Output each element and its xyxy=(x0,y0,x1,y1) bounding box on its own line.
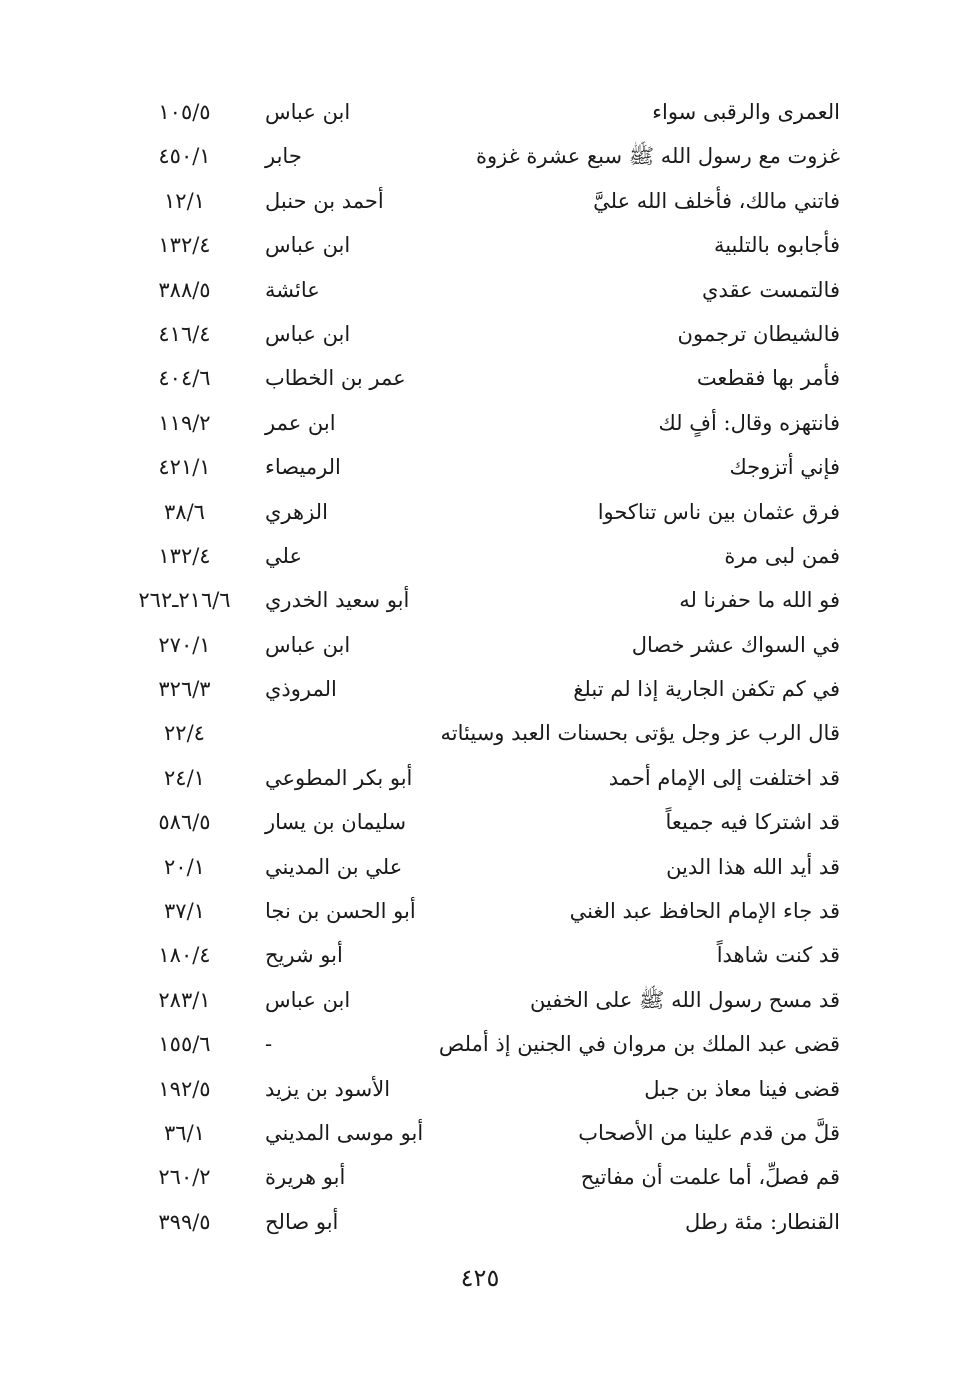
index-row xyxy=(120,179,850,223)
athar-text: قد اشتركا فيه جميعاً xyxy=(665,810,840,835)
index-row xyxy=(120,134,850,178)
volume-page-reference: ٣٢٦/٣ xyxy=(158,677,211,702)
athar-text: قال الرب عز وجل يؤتى بحسنات العبد وسيئاته xyxy=(440,721,840,746)
narrator-name: أبو الحسن بن نجا xyxy=(265,899,416,924)
narrator-name: عمر بن الخطاب xyxy=(265,366,406,391)
volume-page-reference: ٢٠/١ xyxy=(164,854,205,879)
index-row xyxy=(120,889,850,933)
narrator-name: ابن عباس xyxy=(265,987,351,1012)
narrator-name: أبو بكر المطوعي xyxy=(265,765,413,790)
athar-text: فالتمست عقدي xyxy=(702,277,840,302)
narrator-name: علي بن المديني xyxy=(265,854,403,879)
volume-page-reference: ٤٥٠/١ xyxy=(158,144,211,169)
athar-text: قضى فينا معاذ بن جبل xyxy=(644,1076,840,1101)
narrator-name: ابن عباس xyxy=(265,233,351,258)
index-row xyxy=(120,401,850,445)
narrator-name: أبو موسى المديني xyxy=(265,1120,424,1145)
athar-text: فرق عثمان بين ناس تناكحوا xyxy=(597,499,840,524)
athar-text: فو الله ما حفرنا له xyxy=(679,588,840,613)
narrator-name: الزهري xyxy=(265,499,328,524)
index-row xyxy=(120,800,850,844)
volume-page-reference: ٤٠٤/٦ xyxy=(158,366,211,391)
page-number: ٤٢٥ xyxy=(460,1264,500,1292)
index-row xyxy=(120,268,850,312)
volume-page-reference: ٢٧٠/١ xyxy=(158,632,211,657)
volume-page-reference: ١٩٢/٥ xyxy=(158,1076,211,1101)
narrator-name: ابن عمر xyxy=(265,410,336,435)
index-row xyxy=(120,534,850,578)
narrator-name: الرميصاء xyxy=(265,455,341,480)
index-row xyxy=(120,490,850,534)
volume-page-reference: ٢٢/٤ xyxy=(164,721,205,746)
index-row xyxy=(120,845,850,889)
volume-page-reference: ٣٨/٦ xyxy=(164,499,205,524)
index-row xyxy=(120,667,850,711)
narrator-name: أبو هريرة xyxy=(265,1165,346,1190)
narrator-name: عائشة xyxy=(265,277,320,302)
index-row xyxy=(120,623,850,667)
athar-text: قد مسح رسول الله ﷺ على الخفين xyxy=(529,987,840,1012)
index-row xyxy=(120,356,850,400)
athar-text: قد جاء الإمام الحافظ عبد الغني xyxy=(569,899,840,924)
athar-text: قد اختلفت إلى الإمام أحمد xyxy=(608,765,840,790)
volume-page-reference: ١٥٥/٦ xyxy=(158,1032,211,1057)
athar-text: فأمر بها فقطعت xyxy=(696,366,840,391)
volume-page-reference: ٤٢١/١ xyxy=(158,455,211,480)
index-row xyxy=(120,1022,850,1066)
narrator-name: جابر xyxy=(265,144,302,169)
athar-index-table xyxy=(120,90,850,1244)
index-row xyxy=(120,1111,850,1155)
volume-page-reference: ١٠٥/٥ xyxy=(158,100,211,124)
index-row xyxy=(120,578,850,622)
athar-text: العمرى والرقبى سواء xyxy=(652,100,840,124)
volume-page-reference: ٢٨٣/١ xyxy=(158,987,211,1012)
athar-text: قضى عبد الملك بن مروان في الجنين إذ أملص xyxy=(438,1032,840,1057)
athar-text: فأجابوه بالتلبية xyxy=(713,233,840,258)
narrator-name: المروذي xyxy=(265,677,337,702)
index-row xyxy=(120,223,850,267)
volume-page-reference: ١٢/١ xyxy=(164,188,205,213)
volume-page-reference: ٣٧/١ xyxy=(164,899,205,924)
athar-text: فاتني مالك، فأخلف الله عليَّ xyxy=(593,188,840,213)
volume-page-reference: ٥٨٦/٥ xyxy=(158,810,211,835)
athar-text: غزوت مع رسول الله ﷺ سبع عشرة غزوة xyxy=(476,144,840,169)
narrator-name: ابن عباس xyxy=(265,321,351,346)
index-row xyxy=(120,1200,850,1244)
athar-text: قلَّ من قدم علينا من الأصحاب xyxy=(578,1120,840,1145)
athar-text: قد أيد الله هذا الدين xyxy=(666,854,840,879)
index-row xyxy=(120,445,850,489)
narrator-name: - xyxy=(265,1032,273,1057)
narrator-name: أحمد بن حنبل xyxy=(265,188,384,213)
volume-page-reference: ١٣٢/٤ xyxy=(158,543,211,568)
index-row xyxy=(120,1067,850,1111)
athar-text: قم فصلِّ، أما علمت أن مفاتيح xyxy=(580,1165,840,1190)
athar-text: قد كنت شاهداً xyxy=(716,943,840,968)
volume-page-reference: ٢٤/١ xyxy=(164,765,205,790)
volume-page-reference: ٣٦/١ xyxy=(164,1120,205,1145)
index-row xyxy=(120,756,850,800)
athar-text: فإني أتزوجك xyxy=(729,455,840,480)
athar-text: فمن لبى مرة xyxy=(724,543,840,568)
volume-page-reference: ٢٦٠/٢ xyxy=(158,1165,211,1190)
index-row xyxy=(120,711,850,755)
volume-page-reference: ٤١٦/٤ xyxy=(158,321,211,346)
volume-page-reference: ٢١٦/٦ـ٢٦٢ xyxy=(138,588,231,613)
athar-text: فالشيطان ترجمون xyxy=(677,321,840,346)
narrator-name: سليمان بن يسار xyxy=(265,810,407,835)
narrator-name: علي xyxy=(265,543,302,568)
index-row xyxy=(120,933,850,977)
narrator-name: ابن عباس xyxy=(265,100,351,124)
volume-page-reference: ٣٨٨/٥ xyxy=(158,277,211,302)
index-row xyxy=(120,312,850,356)
narrator-name: أبو صالح xyxy=(265,1209,339,1234)
narrator-name: أبو سعيد الخدري xyxy=(265,588,410,613)
volume-page-reference: ٣٩٩/٥ xyxy=(158,1209,211,1234)
narrator-name: ابن عباس xyxy=(265,632,351,657)
athar-text: في كم تكفن الجارية إذا لم تبلغ xyxy=(573,677,840,702)
narrator-name: الأسود بن يزيد xyxy=(265,1076,391,1101)
index-row xyxy=(120,978,850,1022)
index-row xyxy=(120,1155,850,1199)
volume-page-reference: ١١٩/٢ xyxy=(158,410,211,435)
athar-text: القنطار: مئة رطل xyxy=(685,1209,840,1234)
index-row xyxy=(120,90,850,134)
volume-page-reference: ١٨٠/٤ xyxy=(158,943,211,968)
narrator-name: أبو شريح xyxy=(265,943,343,968)
athar-text: في السواك عشر خصال xyxy=(631,632,840,657)
volume-page-reference: ١٣٢/٤ xyxy=(158,233,211,258)
athar-text: فانتهزه وقال: أفٍ لك xyxy=(658,410,840,435)
